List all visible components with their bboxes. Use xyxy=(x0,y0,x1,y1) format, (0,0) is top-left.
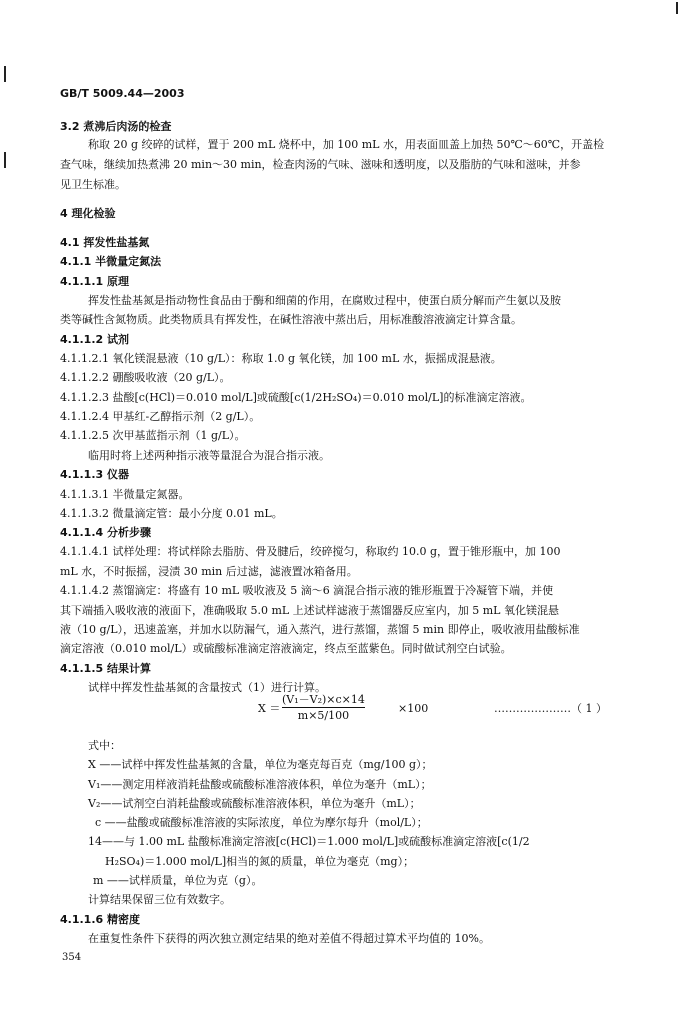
scan-mark-top xyxy=(4,66,6,82)
text-line: c ——盐酸或硫酸标准溶液的实际浓度，单位为摩尔每升（mol/L）； xyxy=(95,816,428,829)
text-line: 4.1.1.4.1 试样处理：将试样除去脂肪、骨及腱后，绞碎搅匀，称取约 10.0 g，置于锥形瓶中，加 100 xyxy=(60,545,561,558)
text-line: 4.1.1.2.5 次甲基蓝指示剂（1 g/L）。 xyxy=(60,429,246,442)
text-line: mL 水，不时振摇，浸渍 30 min 后过滤，滤液置冰箱备用。 xyxy=(60,565,358,578)
section-heading: 4.1.1 半微量定氮法 xyxy=(60,255,162,268)
text-line: 在重复性条件下获得的两次独立测定结果的绝对差值不得超过算术平均值的 10%。 xyxy=(88,932,490,945)
text-line: 计算结果保留三位有效数字。 xyxy=(88,893,231,906)
section-heading: 4.1.1.6 精密度 xyxy=(60,913,140,926)
section-heading: 4.1.1.4 分析步骤 xyxy=(60,526,151,539)
section-heading: 4.1.1.5 结果计算 xyxy=(60,662,151,675)
text-line: 4.1.1.2.4 甲基红-乙醇指示剂（2 g/L）。 xyxy=(60,410,261,423)
section-heading: 4 理化检验 xyxy=(60,207,116,220)
section-heading: 4.1.1.2 试剂 xyxy=(60,333,129,346)
formula-lhs: X ＝ xyxy=(258,702,281,715)
formula-tail: ×100 xyxy=(398,702,429,715)
text-line: 试样中挥发性盐基氮的含量按式（1）进行计算。 xyxy=(88,681,326,694)
text-line: 14——与 1.00 mL 盐酸标准滴定溶液[c(HCl)＝1.000 mol/L]或硫酸标准滴定溶液[c(1/2 xyxy=(88,835,530,848)
text-line: 其下端插入吸收液的液面下，准确吸取 5.0 mL 上述试样滤液于蒸馏器反应室内，加 5 mL 氧化镁混悬 xyxy=(60,604,559,617)
text-line: 4.1.1.2.3 盐酸[c(HCl)＝0.010 mol/L]或硫酸[c(1/2H₂SO₄)＝0.010 mol/L]的标准滴定溶液。 xyxy=(60,391,532,404)
section-heading: 4.1 挥发性盐基氮 xyxy=(60,236,150,249)
text-line: 4.1.1.2.2 硼酸吸收液（20 g/L）。 xyxy=(60,371,231,384)
text-line: 4.1.1.4.2 蒸馏滴定：将盛有 10 mL 吸收液及 5 滴～6 滴混合指示液的锥形瓶置于冷凝管下端，并使 xyxy=(60,584,554,597)
text-line: 式中： xyxy=(88,739,121,752)
text-line: 液（10 g/L），迅速盖塞，并加水以防漏气，通入蒸汽，进行蒸馏，蒸馏 5 min 即停止，吸收液用盐酸标准 xyxy=(60,623,580,636)
section-heading: 3.2 煮沸后肉汤的检查 xyxy=(60,120,172,133)
page-number: 354 xyxy=(62,952,82,963)
text-line: 类等碱性含氮物质。此类物质具有挥发性，在碱性溶液中蒸出后，用标准酸溶液滴定计算含量。 xyxy=(60,313,522,326)
section-heading: 4.1.1.3 仪器 xyxy=(60,468,129,481)
text-line: V₂——试剂空白消耗盐酸或硫酸标准溶液体积，单位为毫升（mL）； xyxy=(88,797,421,810)
text-line: X ——试样中挥发性盐基氮的含量，单位为毫克每百克（mg/100 g）； xyxy=(88,758,433,771)
formula-denominator: m×5/100 xyxy=(297,709,350,722)
fraction-bar xyxy=(282,707,365,708)
text-line: 滴定溶液（0.010 mol/L）或硫酸标准滴定溶液滴定，终点至蓝紫色。同时做试剂空白试验。 xyxy=(60,642,512,655)
formula-number: …………………（ 1 ） xyxy=(494,702,607,715)
scan-mark-right xyxy=(676,2,678,14)
text-line: 4.1.1.2.1 氧化镁混悬液（10 g/L）：称取 1.0 g 氧化镁，加 100 mL 水，振摇成混悬液。 xyxy=(60,352,502,365)
standard-number-header: GB/T 5009.44—2003 xyxy=(60,87,185,100)
text-line: 挥发性盐基氮是指动物性食品由于酶和细菌的作用，在腐败过程中，使蛋白质分解而产生氨以及胺 xyxy=(88,294,561,307)
section-heading: 4.1.1.1 原理 xyxy=(60,275,129,288)
text-line: 临用时将上述两种指示液等量混合为混合指示液。 xyxy=(88,449,330,462)
text-line: m ——试样质量，单位为克（g）。 xyxy=(93,874,263,887)
text-line: V₁——测定用样液消耗盐酸或硫酸标准溶液体积，单位为毫升（mL）； xyxy=(88,778,432,791)
text-line: H₂SO₄)＝1.000 mol/L]相当的氮的质量，单位为毫克（mg）； xyxy=(105,855,415,868)
formula-numerator: (V₁－V₂)×c×14 xyxy=(282,693,365,706)
text-line: 见卫生标准。 xyxy=(60,178,126,191)
text-line: 4.1.1.3.1 半微量定氮器。 xyxy=(60,488,190,501)
formula-fraction xyxy=(282,693,365,722)
text-line: 4.1.1.3.2 微量滴定管：最小分度 0.01 mL。 xyxy=(60,507,283,520)
scan-mark-middle xyxy=(4,152,6,168)
text-line: 称取 20 g 绞碎的试样，置于 200 mL 烧杯中，加 100 mL 水，用表面皿盖上加热 50℃～60℃，开盖检 xyxy=(88,138,605,151)
text-line: 查气味，继续加热煮沸 20 min～30 min，检查肉汤的气味、滋味和透明度，以及脂肪的气味和滋味，并参 xyxy=(60,158,581,171)
